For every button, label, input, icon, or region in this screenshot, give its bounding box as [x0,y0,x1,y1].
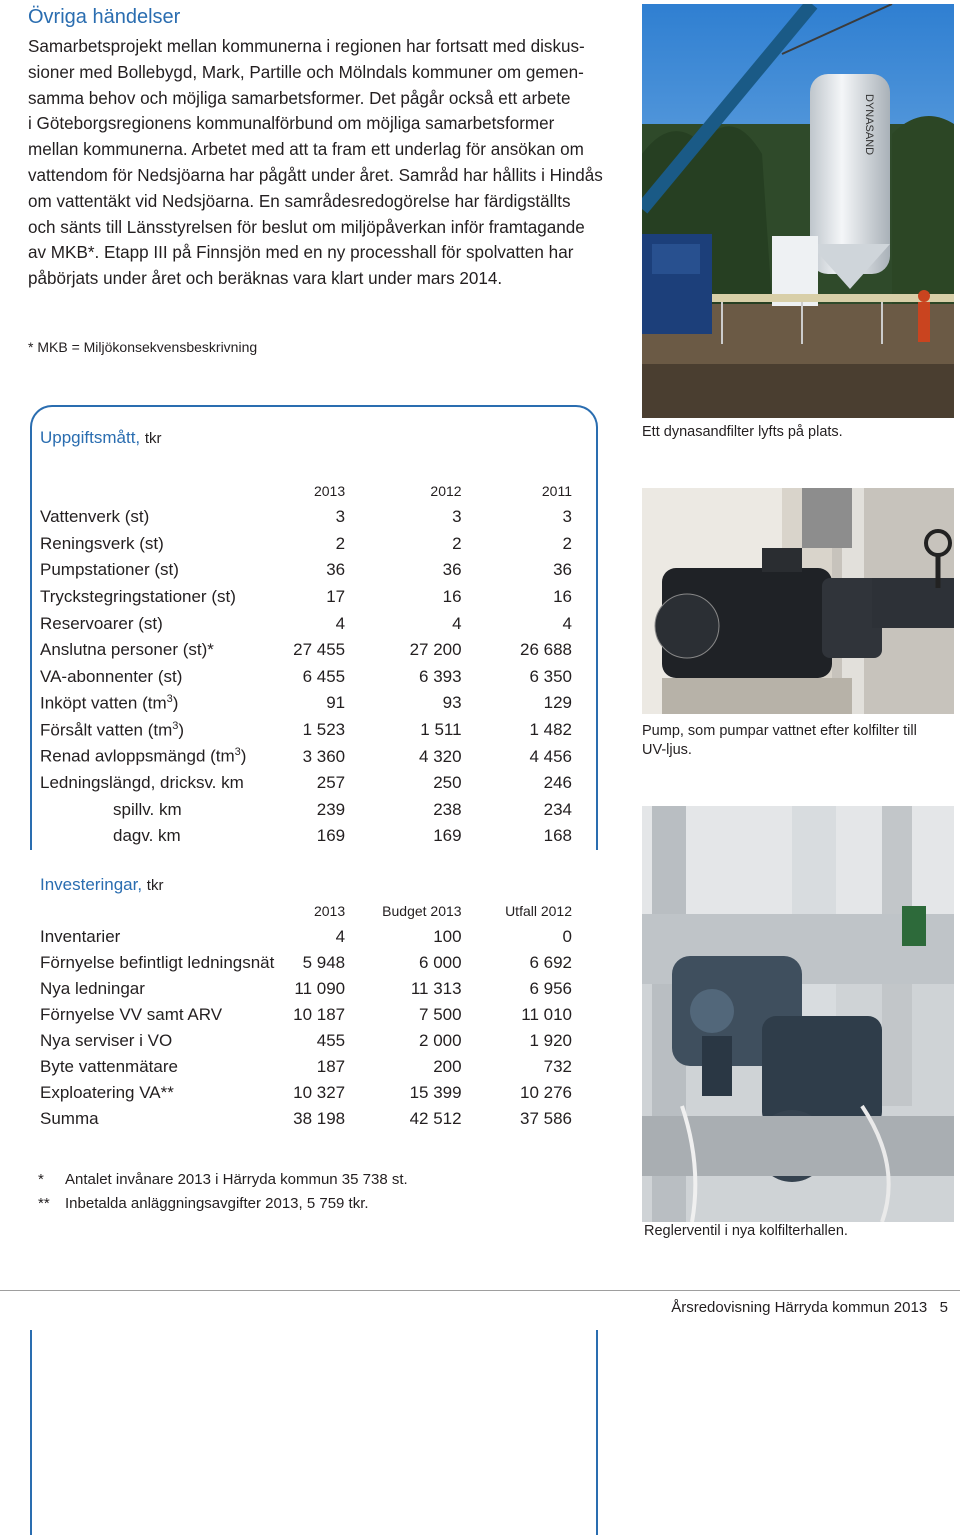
table-cell: 5 948 [302,953,346,972]
row-label-suffix: ) [178,720,185,740]
page-footer: Årsredovisning Härryda kommun 2013 5 [671,1299,948,1316]
column-header: Budget 2013 [382,903,462,919]
table-row [40,584,572,611]
row-label-suffix: ) [172,693,179,713]
paragraph-line: av MKB*. Etapp III på Finnsjön med en ny processhall för spolvatten har [28,243,574,263]
row-label [40,557,275,584]
table-cell: 168 [543,826,572,846]
table-row [40,797,572,824]
table-cell: 10 276 [520,1083,572,1102]
table-cell: 11 090 [294,979,346,998]
tank-logo: DYNASAND [863,94,875,156]
table-row [40,610,572,637]
table-row [40,690,572,717]
row-label-text: Reservoarer (st) [40,613,163,633]
row-label [40,690,275,717]
row-label [40,664,275,691]
table-row [40,1002,572,1028]
table-cell: 239 [316,799,346,819]
table-cell: 3 [335,507,346,527]
table-cell: 93 [442,693,462,713]
caption-photo-1: Ett dynasandfilter lyfts på plats. [642,424,843,440]
table-row [40,924,572,950]
table-cell: 11 313 [410,979,462,998]
table-row [40,950,572,976]
row-label-text: Ledningslängd, dricksv. km [40,773,244,793]
table-cell: 1 523 [302,720,346,740]
unit-superscript: 3 [234,746,241,759]
paragraph-line: om vattentäkt vid Nedsjöarna. En samrådesredogörelse har färdigställts [28,191,571,211]
row-label-text: dagv. km [113,826,181,846]
paragraph-line: påbörjats under året och beräknas vara klart under mars 2014. [28,269,503,289]
column-header: 2013 [313,483,346,499]
table-cell: 129 [543,693,572,713]
uppgiftsmatt-table [40,478,572,850]
table-row [40,504,572,531]
section-heading: Övriga händelser [28,6,181,28]
column-header: 2012 [430,483,462,499]
table-cell: 36 [326,560,346,580]
table-cell: 4 [452,613,462,633]
photo-dynasand-filter [642,4,954,418]
mkb-note: * MKB = Miljökonsekvensbeskrivning [28,339,258,355]
table-cell: 15 399 [409,1083,462,1102]
table-row [40,557,572,584]
table-cell: 7 500 [419,1005,462,1024]
table-cell: 4 320 [419,746,462,766]
table-cell: 36 [553,560,572,580]
row-label-text: Anslutna personer (st)* [40,640,214,660]
row-label: Byte vattenmätare [40,1057,178,1076]
table-cell: 1 920 [529,1031,572,1050]
row-label: Nya ledningar [40,979,145,998]
table-cell: 455 [316,1031,346,1050]
table-cell: 250 [433,773,462,793]
table-cell: 17 [326,587,346,607]
table-cell: 3 [562,507,572,527]
table-cell: 169 [433,826,462,846]
paragraph-line: samma behov och möjliga samarbetsformer. Det pågår också ett arbete [28,88,571,108]
table-cell: 200 [433,1057,462,1076]
row-label [40,770,275,797]
table-cell: 2 [335,533,346,553]
table-cell: 257 [316,773,346,793]
column-header: 2011 [541,483,572,499]
row-label [40,584,275,611]
table-row [40,637,572,664]
table-cell: 6 000 [419,953,462,972]
table-cell: 169 [316,826,346,846]
table-row [40,1054,572,1080]
table-row [40,531,572,558]
table-cell: 3 360 [302,746,346,766]
uppgiftsmatt-title: Uppgiftsmått, tkr [40,428,162,447]
table-cell: 37 586 [520,1109,572,1128]
table-cell: 4 [335,613,346,633]
table-cell: 16 [442,587,462,607]
unit-superscript: 3 [166,693,173,706]
row-label [40,531,275,558]
table-cell: 27 455 [293,640,346,660]
photo-pump [642,488,954,714]
table-cell: 2 000 [419,1031,462,1050]
table-cell: 732 [543,1057,572,1076]
row-label-text: spillv. km [113,799,182,819]
row-label-text: Pumpstationer (st) [40,560,179,580]
footnote-1: * Antalet invånare 2013 i Härryda kommun 35 738 st. [38,1171,408,1188]
header-spacer [40,898,293,924]
row-label-text: Inköpt vatten (tm [40,693,167,713]
table-cell: 100 [433,927,462,946]
row-label [40,717,275,744]
table-header-row [40,478,572,504]
row-label: Förnyelse befintligt ledningsnät [40,953,275,972]
table-cell: 246 [543,773,572,793]
table-cell: 2 [452,533,462,553]
paragraph-line: i Göteborgsregionens kommunalförbund om möjliga samarbetsformer [28,114,555,134]
table-cell: 187 [316,1057,346,1076]
paragraph-line: vattendom för Nedsjöarna har pågått under året. Samråd har hållits i Hindås [28,165,603,185]
table-cell: 38 198 [293,1109,346,1128]
table-cell: 6 393 [419,666,462,686]
caption-photo-2: Pump, som pumpar vattnet efter kolfilter till UV-ljus. [642,723,917,758]
body-paragraph [28,34,603,292]
table-row [40,717,572,744]
table-cell: 3 [452,507,462,527]
investeringar-table [40,898,572,1132]
paragraph-line: mellan kommunerna. Arbetet med att ta fram ett underlag för ansökan om [28,140,584,160]
row-label-text: Försålt vatten (tm [40,720,173,740]
row-label [40,743,275,770]
table-cell: 91 [326,693,346,713]
table-cell: 4 456 [529,746,572,766]
paragraph-line: och sänts till Länsstyrelsen för beslut om miljöpåverkan inför framtagande [28,217,585,237]
row-label-suffix: ) [240,746,247,766]
row-label [40,504,275,531]
column-header: Utfall 2012 [505,903,572,919]
header-spacer [40,478,275,504]
row-label [40,637,275,664]
table-row [40,1028,572,1054]
table-cell: 1 482 [529,720,572,740]
table-cell: 42 512 [409,1109,462,1128]
table-header-row [40,898,572,924]
investeringar-title: Investeringar, tkr [40,875,164,894]
unit-superscript: 3 [172,719,179,732]
row-label-text: Renad avloppsmängd (tm [40,746,235,766]
photo-control-valve [642,806,954,1222]
table-row [40,1106,572,1132]
row-label-text: Vattenverk (st) [40,507,150,527]
table-cell: 6 455 [302,666,346,686]
row-label: Inventarier [40,927,121,946]
column-header: 2013 [313,903,346,919]
row-label: Summa [40,1109,99,1128]
table-row [40,823,572,850]
table-cell: 11 010 [521,1005,572,1024]
footer-divider [0,1290,960,1291]
table-cell: 6 956 [529,979,572,998]
table-cell: 16 [553,587,572,607]
row-label [40,610,275,637]
table-cell: 1 511 [420,720,462,740]
table-cell: 2 [562,533,572,553]
row-label-text: Tryckstegringstationer (st) [40,587,236,607]
table-cell: 234 [543,799,572,819]
paragraph-line: Samarbetsprojekt mellan kommunerna i regionen har fortsatt med diskus- [28,37,585,56]
footnote-2: ** Inbetalda anläggningsavgifter 2013, 5 759 tkr. [38,1195,369,1212]
table-cell: 36 [442,560,462,580]
row-label [40,823,275,850]
table-cell: 4 [335,927,346,946]
paragraph-line: sioner med Bollebygd, Mark, Partille och Mölndals kommuner om gemen- [28,62,584,82]
table-cell: 27 200 [409,640,462,660]
row-label [40,797,275,824]
row-label: Nya serviser i VO [40,1031,173,1050]
table-cell: 26 688 [520,640,572,660]
table-cell: 4 [562,613,572,633]
table-row [40,976,572,1002]
row-label-text: Reningsverk (st) [40,533,164,553]
table-row [40,664,572,691]
table-cell: 10 187 [293,1005,346,1024]
row-label: Exploatering VA** [40,1083,174,1102]
table-cell: 6 692 [529,953,572,972]
table-cell: 0 [562,927,572,946]
table-cell: 10 327 [293,1083,346,1102]
row-label: Förnyelse VV samt ARV [40,1005,223,1024]
table-cell: 6 350 [529,666,572,686]
row-label-text: VA-abonnenter (st) [40,666,183,686]
table-cell: 238 [433,799,462,819]
table-row [40,1080,572,1106]
table-row [40,743,572,770]
caption-photo-3: Reglerventil i nya kolfilterhallen. [644,1223,848,1239]
table-row [40,770,572,797]
